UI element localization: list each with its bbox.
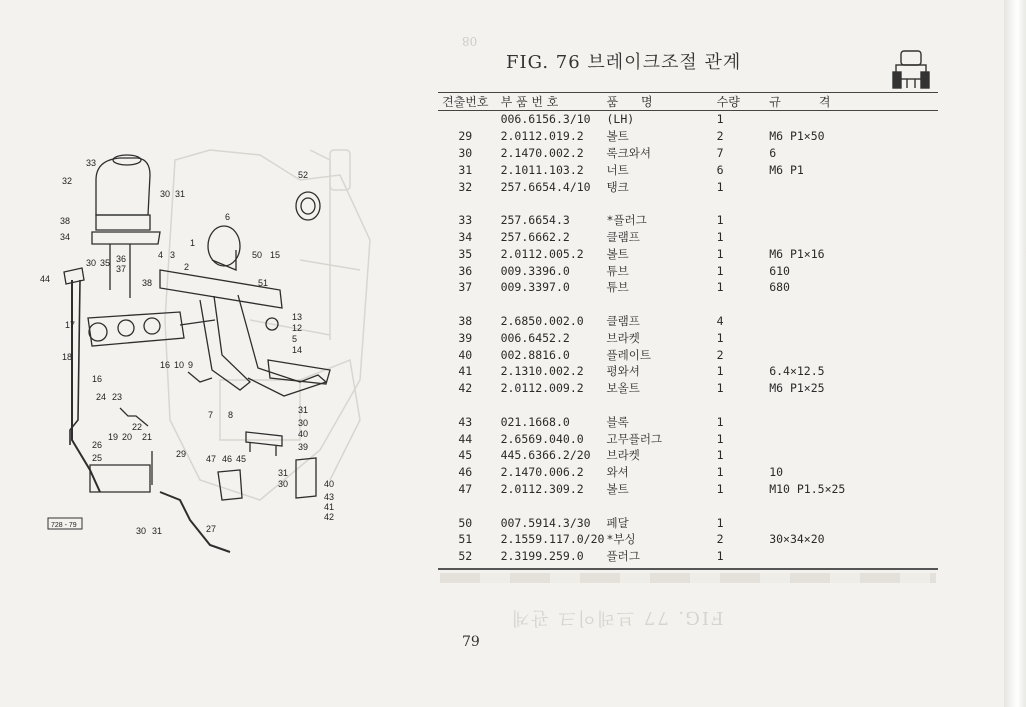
table-bottom-rule xyxy=(438,568,938,570)
table-row xyxy=(438,548,938,565)
table-row xyxy=(438,380,938,397)
part-number-cell: 2.1470.006.2 xyxy=(500,465,584,480)
quantity-cell: 1 xyxy=(716,246,724,261)
reservoir-tank xyxy=(96,158,150,215)
part-name-cell: 평와셔 xyxy=(606,364,640,379)
index-cell: 29 xyxy=(458,129,473,144)
plug-52-inner xyxy=(301,198,315,214)
spring-hook xyxy=(212,250,236,270)
spec-cell xyxy=(769,514,938,531)
part-number-cell: 006.6156.3/10 xyxy=(500,112,591,127)
index-cell: 32 xyxy=(458,179,473,194)
callout: 30 xyxy=(298,418,309,428)
index-cell: 34 xyxy=(458,229,473,244)
table-row xyxy=(438,262,938,279)
spec-cell xyxy=(769,413,938,430)
col-header-index: 견출번호 xyxy=(438,93,493,111)
part-number-cell: 257.6654.3 xyxy=(500,213,570,228)
part-number-cell: 2.0112.009.2 xyxy=(500,381,584,396)
table-row xyxy=(438,329,938,346)
part-number-cell: 006.6452.2 xyxy=(500,330,570,345)
spec-cell xyxy=(769,548,938,565)
callout: 20 xyxy=(122,432,133,442)
spec-cell: M6 P1 xyxy=(769,162,804,177)
cylinder-port xyxy=(118,320,134,336)
quantity-cell: 2 xyxy=(716,129,724,144)
index-cell: 50 xyxy=(458,515,473,530)
table-header-row xyxy=(438,93,938,111)
figure-title: FIG. 76 브레이크조절 관계 xyxy=(506,52,742,73)
callout: 8 xyxy=(228,410,234,420)
group-spacer xyxy=(438,296,938,313)
callout: 3 xyxy=(170,250,176,260)
callout: 40 xyxy=(324,479,335,489)
parts-diagram-drawing xyxy=(0,120,430,580)
callout: 19 xyxy=(108,432,119,442)
parts-diagram xyxy=(0,120,430,580)
callout: 5 xyxy=(292,334,298,344)
part-name-cell: 볼트 xyxy=(606,129,629,144)
clamp-bracket xyxy=(92,232,160,244)
part-number-cell: 021.1668.0 xyxy=(500,414,570,429)
spec-cell: M6 P1×25 xyxy=(769,381,825,396)
brake-pedal-right xyxy=(238,295,326,396)
linkage-7 xyxy=(188,372,212,382)
col-header-quantity: 수량 xyxy=(717,93,770,111)
quantity-cell: 6 xyxy=(716,162,724,177)
table-row xyxy=(438,145,938,162)
spec-cell: 610 xyxy=(769,263,790,278)
callout: 14 xyxy=(292,345,303,355)
part-name-cell: 볼트 xyxy=(606,481,629,496)
table-row xyxy=(438,245,938,262)
spec-cell: 30×34×20 xyxy=(769,532,825,547)
callout: 30 xyxy=(278,479,289,489)
part-name-cell: 클램프 xyxy=(606,229,640,244)
quantity-cell: 1 xyxy=(716,381,724,396)
part-number-cell: 2.1470.002.2 xyxy=(500,145,584,160)
part-name-cell: 고무플러그 xyxy=(606,431,663,446)
table-row xyxy=(438,212,938,229)
callout: 43 xyxy=(324,492,335,502)
part-number-cell: 2.1559.117.0/20 xyxy=(500,532,605,547)
callout: 32 xyxy=(62,176,73,186)
callout: 13 xyxy=(292,312,303,322)
part-name-cell: 페달 xyxy=(606,515,629,530)
quantity-cell: 1 xyxy=(716,179,724,194)
part-number-cell: 2.6569.040.0 xyxy=(500,431,584,446)
index-cell: 51 xyxy=(458,532,473,547)
group-spacer xyxy=(438,397,938,414)
cylinder-end-left xyxy=(89,323,107,341)
part-name-cell: 브라켓 xyxy=(606,448,640,463)
callout: 37 xyxy=(116,264,127,274)
group-spacer xyxy=(438,497,938,514)
bleed-through-row xyxy=(440,573,936,583)
part-name-cell: 와셔 xyxy=(606,465,629,480)
index-cell: 36 xyxy=(458,263,473,278)
index-cell: 38 xyxy=(458,313,473,328)
callout: 21 xyxy=(142,432,153,442)
callout: 6 xyxy=(225,212,231,222)
table-row xyxy=(438,464,938,481)
spec-cell xyxy=(769,447,938,464)
spec-cell: M10 P1.5×25 xyxy=(769,481,846,496)
part-number-cell: 257.6654.4/10 xyxy=(500,179,591,194)
page-edge xyxy=(1004,0,1026,707)
tractor-icon xyxy=(890,48,932,92)
index-cell: 42 xyxy=(458,381,473,396)
table-row xyxy=(438,128,938,145)
part-name-cell: 브라켓 xyxy=(606,330,640,345)
spec-cell xyxy=(769,313,938,330)
callout: 10 xyxy=(174,360,185,370)
table-row xyxy=(438,531,938,548)
part-number-cell: 2.1011.103.2 xyxy=(500,162,584,177)
quantity-cell: 2 xyxy=(716,347,724,362)
col-header-spec: 규 격 xyxy=(769,93,938,111)
index-cell: 46 xyxy=(458,465,473,480)
table-row xyxy=(438,161,938,178)
parts-table xyxy=(438,92,938,565)
part-name-cell: 록크와셔 xyxy=(606,145,651,160)
part-name-cell: 탱크 xyxy=(606,179,629,194)
index-cell: 45 xyxy=(458,448,473,463)
callout: 16 xyxy=(160,360,171,370)
table-row xyxy=(438,413,938,430)
callout: 52 xyxy=(298,170,309,180)
table-row xyxy=(438,111,938,128)
quantity-cell: 1 xyxy=(716,481,724,496)
callout: 16 xyxy=(92,374,103,384)
quantity-cell: 1 xyxy=(716,515,724,530)
index-cell: 47 xyxy=(458,481,473,496)
bleed-through-top: 80 xyxy=(462,34,478,48)
table-row xyxy=(438,178,938,195)
quantity-cell: 1 xyxy=(716,213,724,228)
rubber-plug-44 xyxy=(64,268,84,284)
quantity-cell: 1 xyxy=(716,431,724,446)
brake-line-right xyxy=(160,492,230,552)
callout: 36 xyxy=(116,254,127,264)
spec-cell xyxy=(769,329,938,346)
index-cell: 43 xyxy=(458,414,473,429)
part-number-cell: 445.6366.2/20 xyxy=(500,448,591,463)
index-cell: 41 xyxy=(458,364,473,379)
callout: 1 xyxy=(190,238,196,248)
bracket-45 xyxy=(218,470,242,500)
index-cell: 33 xyxy=(458,213,473,228)
quantity-cell: 1 xyxy=(716,549,724,564)
part-number-cell: 002.8816.0 xyxy=(500,347,570,362)
quantity-cell: 1 xyxy=(716,330,724,345)
quantity-cell: 1 xyxy=(716,280,724,295)
quantity-cell: 4 xyxy=(716,313,724,328)
part-name-cell: *부싱 xyxy=(606,532,636,547)
part-name-cell: *플러그 xyxy=(606,213,647,228)
callout: 24 xyxy=(96,392,107,402)
callout: 7 xyxy=(208,410,214,420)
master-cylinder xyxy=(88,312,184,346)
callout: 50 xyxy=(252,250,263,260)
spec-cell xyxy=(769,111,938,128)
table-row xyxy=(438,514,938,531)
col-header-name: 품 명 xyxy=(607,93,717,111)
part-name-cell: 튜브 xyxy=(606,263,629,278)
index-cell: 31 xyxy=(458,162,473,177)
quantity-cell: 1 xyxy=(716,448,724,463)
diagram-label: 728 - 79 xyxy=(51,522,77,529)
page-number: 79 xyxy=(462,634,480,650)
callout: 29 xyxy=(176,449,187,459)
callout: 34 xyxy=(60,232,71,242)
callout: 40 xyxy=(298,429,309,439)
spec-cell: M6 P1×16 xyxy=(769,246,825,261)
group-spacer xyxy=(438,195,938,212)
callout: 23 xyxy=(112,392,123,402)
callout: 26 xyxy=(92,440,103,450)
callout: 25 xyxy=(92,453,103,463)
table-row xyxy=(438,363,938,380)
spec-cell xyxy=(769,346,938,363)
diagram-parts xyxy=(64,155,330,552)
part-name-cell: (LH) xyxy=(606,112,635,127)
ghost-tractor-frame xyxy=(165,150,370,500)
callout: 39 xyxy=(298,442,309,452)
callout: 38 xyxy=(60,216,71,226)
spec-cell: 6.4×12.5 xyxy=(769,364,825,379)
callout: 30 xyxy=(86,258,97,268)
callout: 30 xyxy=(136,526,147,536)
index-cell: 52 xyxy=(458,549,473,564)
block-43 xyxy=(296,458,316,498)
part-name-cell: 플레이트 xyxy=(606,347,651,362)
index-cell: 37 xyxy=(458,280,473,295)
part-name-cell: 클램프 xyxy=(606,313,640,328)
cylinder-port-2 xyxy=(144,318,160,334)
table-row xyxy=(438,279,938,296)
part-number-cell: 009.3396.0 xyxy=(500,263,570,278)
spec-cell xyxy=(769,430,938,447)
callout: 31 xyxy=(175,189,186,199)
callout: 41 xyxy=(324,502,335,512)
callout: 30 xyxy=(160,189,171,199)
table-row xyxy=(438,481,938,498)
plug-52 xyxy=(296,192,320,220)
part-number-cell: 2.0112.309.2 xyxy=(500,481,584,496)
part-name-cell: 볼트 xyxy=(606,246,629,261)
callout: 38 xyxy=(142,278,153,288)
callout: 22 xyxy=(132,422,143,432)
quantity-cell: 1 xyxy=(716,229,724,244)
push-rod xyxy=(180,320,215,325)
part-name-cell: 너트 xyxy=(606,162,629,177)
callout: 31 xyxy=(278,468,289,478)
callout: 18 xyxy=(62,352,73,362)
table-row xyxy=(438,313,938,330)
part-name-cell: 플러그 xyxy=(606,549,640,564)
spec-cell: 680 xyxy=(769,280,790,295)
callout: 9 xyxy=(188,360,194,370)
quantity-cell: 1 xyxy=(716,465,724,480)
part-name-cell: 보올트 xyxy=(606,381,640,396)
quantity-cell: 1 xyxy=(716,112,724,127)
index-cell: 35 xyxy=(458,246,473,261)
callout: 2 xyxy=(184,262,190,272)
index-cell xyxy=(438,111,493,128)
spec-cell: M6 P1×50 xyxy=(769,129,825,144)
table-row xyxy=(438,229,938,246)
spec-cell: 10 xyxy=(769,465,784,480)
reservoir-cap xyxy=(113,155,141,165)
callout: 31 xyxy=(152,526,163,536)
callout: 45 xyxy=(236,454,247,464)
quantity-cell: 7 xyxy=(716,145,724,160)
reservoir-base xyxy=(96,215,150,230)
quantity-cell: 1 xyxy=(716,263,724,278)
callout: 42 xyxy=(324,512,335,522)
bracket-39 xyxy=(246,432,282,456)
quantity-cell: 1 xyxy=(716,414,724,429)
pedal-shaft xyxy=(160,270,282,308)
spec-cell xyxy=(769,229,938,246)
part-number-cell: 009.3397.0 xyxy=(500,280,570,295)
callout: 4 xyxy=(158,250,164,260)
callout: 51 xyxy=(258,278,269,288)
part-number-cell: 2.3199.259.0 xyxy=(500,549,584,564)
part-number-cell: 257.6662.2 xyxy=(500,229,570,244)
callout: 12 xyxy=(292,323,303,333)
part-name-cell: 튜브 xyxy=(606,280,629,295)
bleed-through-bottom: FIG. 77 브레이크 관계 xyxy=(510,607,724,628)
callout: 31 xyxy=(298,405,309,415)
part-name-cell: 블록 xyxy=(606,414,629,429)
spec-cell xyxy=(769,212,938,229)
callout: 27 xyxy=(206,524,217,534)
callout: 44 xyxy=(40,274,51,284)
part-number-cell: 2.6850.002.0 xyxy=(500,313,584,328)
part-number-cell: 007.5914.3/30 xyxy=(500,515,591,530)
callout: 15 xyxy=(270,250,281,260)
table-row xyxy=(438,447,938,464)
table-row xyxy=(438,346,938,363)
spec-cell xyxy=(769,178,938,195)
quantity-cell: 1 xyxy=(716,364,724,379)
part-number-cell: 2.0112.005.2 xyxy=(500,246,584,261)
index-cell: 44 xyxy=(458,431,473,446)
part-number-cell: 2.1310.002.2 xyxy=(500,364,584,379)
quantity-cell: 2 xyxy=(716,532,724,547)
col-header-part-number: 부 품 번 호 xyxy=(493,93,607,111)
index-cell: 40 xyxy=(458,347,473,362)
callout: 17 xyxy=(65,320,76,330)
callout: 33 xyxy=(86,158,97,168)
spec-cell: 6 xyxy=(769,145,777,160)
callout: 46 xyxy=(222,454,233,464)
index-cell: 30 xyxy=(458,145,473,160)
table-row xyxy=(438,430,938,447)
index-cell: 39 xyxy=(458,330,473,345)
table-body xyxy=(438,111,938,565)
callout: 35 xyxy=(100,258,111,268)
part-number-cell: 2.0112.019.2 xyxy=(500,129,584,144)
callout-labels xyxy=(40,158,334,536)
callout: 47 xyxy=(206,454,217,464)
